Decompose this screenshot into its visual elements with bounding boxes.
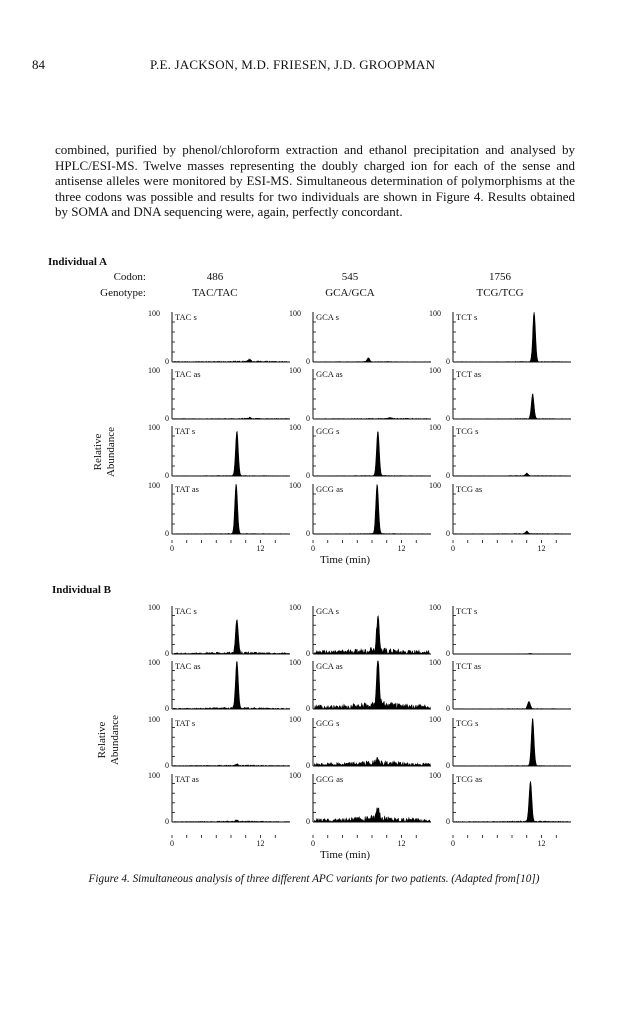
y-min-label: 0 <box>306 817 310 826</box>
y-max-label: 100 <box>429 658 441 667</box>
trace-label: GCA as <box>316 661 343 671</box>
chromatogram-trace <box>173 417 289 419</box>
x-tick-label-12: 12 <box>397 839 406 848</box>
x-tick-label-12: 12 <box>256 839 265 848</box>
genotype-tac-tac: TAC/TAC <box>192 287 238 299</box>
chromatogram-trace <box>454 702 570 710</box>
y-min-label: 0 <box>306 414 310 423</box>
y-axis-label-a-line2: Abundance <box>105 426 117 478</box>
trace-label: TCT as <box>456 369 482 379</box>
x-tick-label-0: 0 <box>451 544 455 553</box>
y-max-label: 100 <box>429 309 441 318</box>
y-max-label: 100 <box>289 481 301 490</box>
y-axis-label-a-line1: Relative <box>92 433 104 471</box>
y-min-label: 0 <box>446 761 450 770</box>
body-paragraph: combined, purified by phenol/chloroform extraction and ethanol precipitation and analysed by HPLC/ESI-MS. Twelve masses representing the doubly charged ion for each of the sense and antisense alleles were monitored by ESI-MS. Simultaneous determination of polymorphisms at the three codons was possible and results for two individuals are shown in Figure 4. Results obtained by SOMA and DNA sequencing were, again, perfectly concordant. <box>55 142 575 219</box>
figure-caption: Figure 4. Simultaneous analysis of three different APC variants for two patients. (Adapted from[10]) <box>88 873 540 885</box>
y-max-label: 100 <box>148 771 160 780</box>
y-min-label: 0 <box>165 761 169 770</box>
trace-label: TAC s <box>175 606 197 616</box>
y-max-label: 100 <box>429 715 441 724</box>
trace-label: TAT as <box>175 774 199 784</box>
y-min-label: 0 <box>306 529 310 538</box>
y-max-label: 100 <box>429 366 441 375</box>
chromatogram-trace <box>454 781 570 822</box>
y-max-label: 100 <box>289 658 301 667</box>
y-min-label: 0 <box>165 529 169 538</box>
trace-label: TCT s <box>456 606 478 616</box>
y-min-label: 0 <box>446 704 450 713</box>
trace-label: GCG s <box>316 426 340 436</box>
y-max-label: 100 <box>429 771 441 780</box>
y-axis-label-a <box>92 427 117 477</box>
trace-label: TAT s <box>175 718 196 728</box>
individual-a-title: Individual A <box>48 256 108 268</box>
y-min-label: 0 <box>446 357 450 366</box>
trace-label: TAT s <box>175 426 196 436</box>
y-min-label: 0 <box>306 704 310 713</box>
y-max-label: 100 <box>289 309 301 318</box>
y-min-label: 0 <box>446 414 450 423</box>
genotype-label: Genotype: <box>100 287 146 299</box>
y-min-label: 0 <box>165 414 169 423</box>
y-min-label: 0 <box>165 704 169 713</box>
chromatogram-trace <box>314 358 430 362</box>
chromatogram-trace <box>173 432 289 477</box>
x-tick-label-0: 0 <box>170 544 174 553</box>
x-tick-label-12: 12 <box>537 839 546 848</box>
chromatogram-trace <box>314 758 430 766</box>
y-max-label: 100 <box>289 771 301 780</box>
x-tick-label-0: 0 <box>311 839 315 848</box>
y-axis-label-b-line1: Relative <box>96 721 108 759</box>
chromatogram-trace <box>173 820 289 822</box>
chromatogram-trace <box>314 808 430 822</box>
y-axis-label-b-line2: Abundance <box>109 714 121 766</box>
y-max-label: 100 <box>148 309 160 318</box>
x-tick-label-0: 0 <box>451 839 455 848</box>
y-min-label: 0 <box>306 761 310 770</box>
y-min-label: 0 <box>165 817 169 826</box>
trace-label: TCG s <box>456 718 479 728</box>
running-head: P.E. JACKSON, M.D. FRIESEN, J.D. GROOPMAN <box>150 57 436 72</box>
codon-1756: 1756 <box>489 271 511 283</box>
y-min-label: 0 <box>446 817 450 826</box>
trace-label: TCG as <box>456 484 483 494</box>
codon-486: 486 <box>206 271 224 283</box>
chromatogram-trace <box>314 616 430 654</box>
trace-label: GCG as <box>316 774 344 784</box>
y-max-label: 100 <box>148 481 160 490</box>
x-tick-label-12: 12 <box>397 544 406 553</box>
trace-label: TAC as <box>175 369 201 379</box>
y-min-label: 0 <box>446 649 450 658</box>
x-axis-label-a: Time (min) <box>319 554 371 566</box>
x-tick-label-12: 12 <box>256 544 265 553</box>
y-max-label: 100 <box>429 481 441 490</box>
y-max-label: 100 <box>289 423 301 432</box>
chromatogram-trace <box>314 432 430 476</box>
y-axis-label-b <box>96 715 121 765</box>
y-max-label: 100 <box>148 366 160 375</box>
trace-label: TAC s <box>175 312 197 322</box>
y-min-label: 0 <box>446 471 450 480</box>
trace-label: TCT s <box>456 312 478 322</box>
chromatogram-panels <box>148 309 571 848</box>
x-tick-label-0: 0 <box>170 839 174 848</box>
chromatogram-trace <box>314 418 430 420</box>
chromatogram-trace <box>454 394 570 419</box>
y-max-label: 100 <box>429 603 441 612</box>
y-max-label: 100 <box>148 603 160 612</box>
codon-label: Codon: <box>113 271 146 283</box>
y-max-label: 100 <box>429 423 441 432</box>
trace-label: TCG as <box>456 774 483 784</box>
y-max-label: 100 <box>289 715 301 724</box>
y-min-label: 0 <box>306 357 310 366</box>
y-min-label: 0 <box>165 649 169 658</box>
genotype-tcg-tcg: TCG/TCG <box>476 287 524 299</box>
trace-label: TCT as <box>456 661 482 671</box>
y-min-label: 0 <box>165 471 169 480</box>
chromatogram-trace <box>454 473 570 476</box>
y-max-label: 100 <box>148 715 160 724</box>
y-max-label: 100 <box>289 603 301 612</box>
y-max-label: 100 <box>148 658 160 667</box>
individual-b-title: Individual B <box>52 584 112 596</box>
y-min-label: 0 <box>306 471 310 480</box>
x-tick-label-12: 12 <box>537 544 546 553</box>
x-tick-label-0: 0 <box>311 544 315 553</box>
x-axis-label-b: Time (min) <box>319 849 371 861</box>
y-min-label: 0 <box>446 529 450 538</box>
y-max-label: 100 <box>289 366 301 375</box>
chromatogram-trace <box>173 764 289 766</box>
trace-label: TCG s <box>456 426 479 436</box>
page-number: 84 <box>32 57 45 72</box>
trace-label: GCA as <box>316 369 343 379</box>
trace-label: TAC as <box>175 661 201 671</box>
y-min-label: 0 <box>306 649 310 658</box>
genotype-gca-gca: GCA/GCA <box>325 287 375 299</box>
y-max-label: 100 <box>148 423 160 432</box>
trace-label: GCG s <box>316 718 340 728</box>
trace-label: GCG as <box>316 484 344 494</box>
trace-label: GCA s <box>316 606 339 616</box>
trace-label: GCA s <box>316 312 339 322</box>
chromatogram-trace <box>173 620 289 654</box>
codon-545: 545 <box>341 271 359 283</box>
y-min-label: 0 <box>165 357 169 366</box>
trace-label: TAT as <box>175 484 199 494</box>
